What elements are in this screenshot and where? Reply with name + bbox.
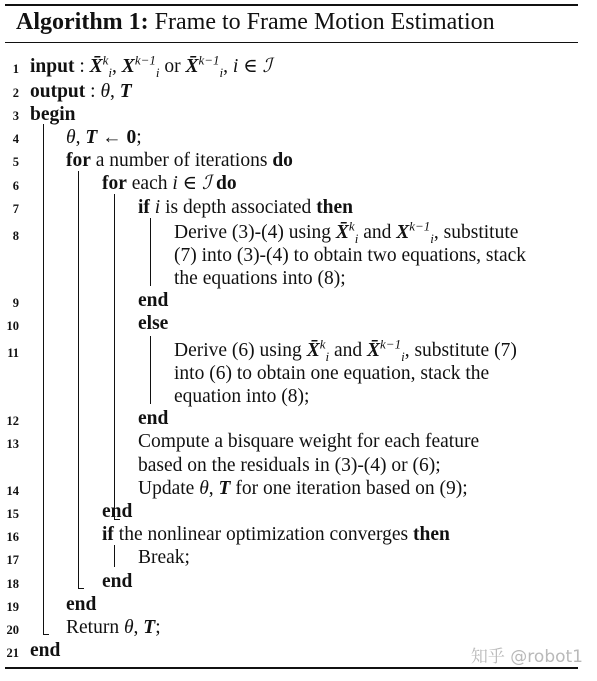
- line-number: 13: [6, 437, 19, 451]
- keyword-then: then: [413, 524, 450, 545]
- symbol: θ: [199, 478, 209, 499]
- symbol: X: [121, 56, 135, 77]
- line-return: [66, 616, 161, 639]
- line-if-depth: [138, 196, 353, 219]
- keyword-end: end: [102, 501, 133, 522]
- keyword-for: for: [66, 150, 91, 171]
- symbol: k−1: [409, 218, 431, 234]
- symbol: ,: [112, 56, 122, 77]
- title-rule: [5, 42, 578, 43]
- symbol: i: [430, 230, 434, 246]
- keyword-then: then: [316, 197, 354, 218]
- line-number: 19: [6, 600, 19, 614]
- symbol: ,: [223, 56, 233, 77]
- statement-text: , substitute: [433, 222, 519, 243]
- block-tick: [78, 588, 84, 589]
- keyword-else: else: [138, 313, 169, 334]
- keyword-begin: begin: [30, 104, 76, 125]
- block-bar: [150, 218, 151, 286]
- separator: :: [74, 56, 90, 77]
- block-bar: [78, 171, 79, 588]
- statement-text: a number of iterations: [90, 150, 273, 171]
- statement-text: each: [126, 173, 173, 194]
- line-update: [138, 477, 468, 500]
- line-compute-weight-cont: based on the residuals in (3)-(4) or (6);: [138, 455, 441, 476]
- line-number: 18: [6, 577, 19, 591]
- symbol: ,: [75, 127, 86, 148]
- symbol: or: [159, 56, 186, 77]
- block-bar: [114, 194, 115, 519]
- symbol: ;: [136, 127, 142, 148]
- line-number: 3: [12, 109, 19, 123]
- symbol: i: [354, 230, 359, 246]
- line-number: 10: [6, 319, 19, 333]
- block-bar: [150, 336, 151, 404]
- symbol: X̄: [335, 222, 349, 243]
- line-derive-two-cont: (7) into (3)-(4) to obtain two equations, stack: [174, 245, 526, 266]
- keyword-end: end: [30, 640, 61, 661]
- line-derive-one-cont: into (6) to obtain one equation, stack the: [174, 363, 490, 384]
- symbol: T: [143, 617, 156, 638]
- symbol: 0: [126, 127, 137, 148]
- line-break: Break;: [138, 547, 190, 568]
- statement-text: for one iteration based on (9);: [230, 478, 468, 499]
- line-number: 20: [6, 623, 19, 637]
- symbol: X̄: [89, 56, 103, 77]
- top-rule: [5, 4, 578, 6]
- line-number: 2: [12, 86, 19, 100]
- line-number: 21: [6, 646, 19, 660]
- statement-text: and: [358, 222, 397, 243]
- keyword-do: do: [216, 173, 237, 194]
- symbol: X̄: [306, 340, 320, 361]
- statement-text: Update: [138, 478, 200, 499]
- line-number: 4: [12, 132, 19, 146]
- algorithm-title: [16, 9, 495, 36]
- block-bar: [114, 545, 115, 567]
- bottom-rule: [5, 667, 578, 669]
- symbol: i: [108, 64, 113, 80]
- keyword-end: end: [102, 571, 133, 592]
- keyword-if: if: [102, 524, 114, 545]
- watermark: 知乎 @robot1: [470, 647, 583, 667]
- keyword-end: end: [138, 408, 169, 429]
- line-compute-weight: Compute a bisquare weight for each feature: [138, 431, 480, 452]
- symbol: X̄: [185, 56, 199, 77]
- block-bar: [43, 124, 44, 634]
- line-number: 8: [12, 229, 19, 243]
- statement-text: , substitute (7): [404, 340, 517, 361]
- line-number: 12: [6, 414, 19, 428]
- symbol: i: [219, 64, 224, 80]
- line-for-each: [102, 172, 237, 195]
- symbol: k−1: [198, 52, 220, 68]
- symbol: ←: [97, 127, 127, 148]
- statement-text: is depth associated: [160, 197, 317, 218]
- symbol: T: [218, 478, 231, 499]
- symbol: θ: [66, 127, 76, 148]
- symbol: k: [102, 52, 109, 68]
- keyword-end: end: [138, 290, 169, 311]
- line-for-iterations: [66, 149, 293, 172]
- symbol: ℐ: [262, 56, 272, 77]
- symbol: ∈: [238, 56, 263, 77]
- statement-text: the nonlinear optimization converges: [113, 524, 414, 545]
- statement-text: Derive (3)-(4) using: [174, 222, 336, 243]
- symbol: ,: [110, 81, 120, 102]
- symbol: ∈: [177, 173, 202, 194]
- algorithm-name: Frame to Frame Motion Estimation: [154, 9, 495, 35]
- line-output: [30, 80, 132, 103]
- line-number: 6: [12, 179, 19, 193]
- symbol: ℐ: [201, 173, 212, 194]
- statement-text: and: [329, 340, 368, 361]
- symbol: ;: [155, 617, 161, 638]
- symbol: i: [155, 64, 160, 80]
- line-init: [66, 126, 142, 149]
- statement-text: Return: [66, 617, 124, 638]
- separator: :: [85, 81, 101, 102]
- symbol: i: [325, 348, 330, 364]
- line-derive-two-cont: the equations into (8);: [174, 268, 346, 289]
- symbol: k: [348, 218, 355, 234]
- symbol: k: [319, 336, 326, 352]
- line-number: 17: [6, 553, 19, 567]
- symbol: X: [396, 222, 410, 243]
- line-derive-one-cont: equation into (8);: [174, 386, 310, 407]
- symbol: i: [232, 56, 239, 77]
- line-if-converges: [102, 523, 450, 546]
- line-number: 16: [6, 530, 19, 544]
- algorithm-label: Algorithm 1:: [16, 9, 149, 35]
- line-derive-one: [174, 336, 517, 364]
- line-input: [30, 52, 272, 80]
- symbol: i: [401, 348, 405, 364]
- keyword-end: end: [66, 594, 97, 615]
- keyword-if: if: [138, 197, 150, 218]
- symbol: θ: [100, 81, 111, 102]
- symbol: ,: [208, 478, 219, 499]
- symbol: θ: [123, 617, 134, 638]
- line-number: 7: [12, 202, 19, 216]
- line-number: 1: [12, 62, 19, 76]
- line-number: 5: [12, 155, 19, 169]
- symbol: ,: [133, 617, 144, 638]
- line-number: 15: [6, 507, 19, 521]
- line-number: 14: [6, 484, 19, 498]
- symbol: i: [172, 173, 178, 194]
- keyword-for: for: [102, 173, 127, 194]
- line-number: 11: [7, 346, 19, 360]
- line-derive-two: [174, 218, 519, 246]
- statement-text: Derive (6) using: [174, 340, 307, 361]
- block-tick: [43, 634, 49, 635]
- symbol: k−1: [380, 336, 402, 352]
- keyword-input: input: [30, 56, 75, 77]
- line-number: 9: [12, 296, 19, 310]
- keyword-output: output: [30, 81, 86, 102]
- keyword-do: do: [272, 150, 293, 171]
- symbol: X̄: [367, 340, 381, 361]
- symbol: T: [119, 81, 132, 102]
- symbol: T: [85, 127, 98, 148]
- symbol: i: [154, 197, 161, 218]
- symbol: k−1: [134, 52, 156, 68]
